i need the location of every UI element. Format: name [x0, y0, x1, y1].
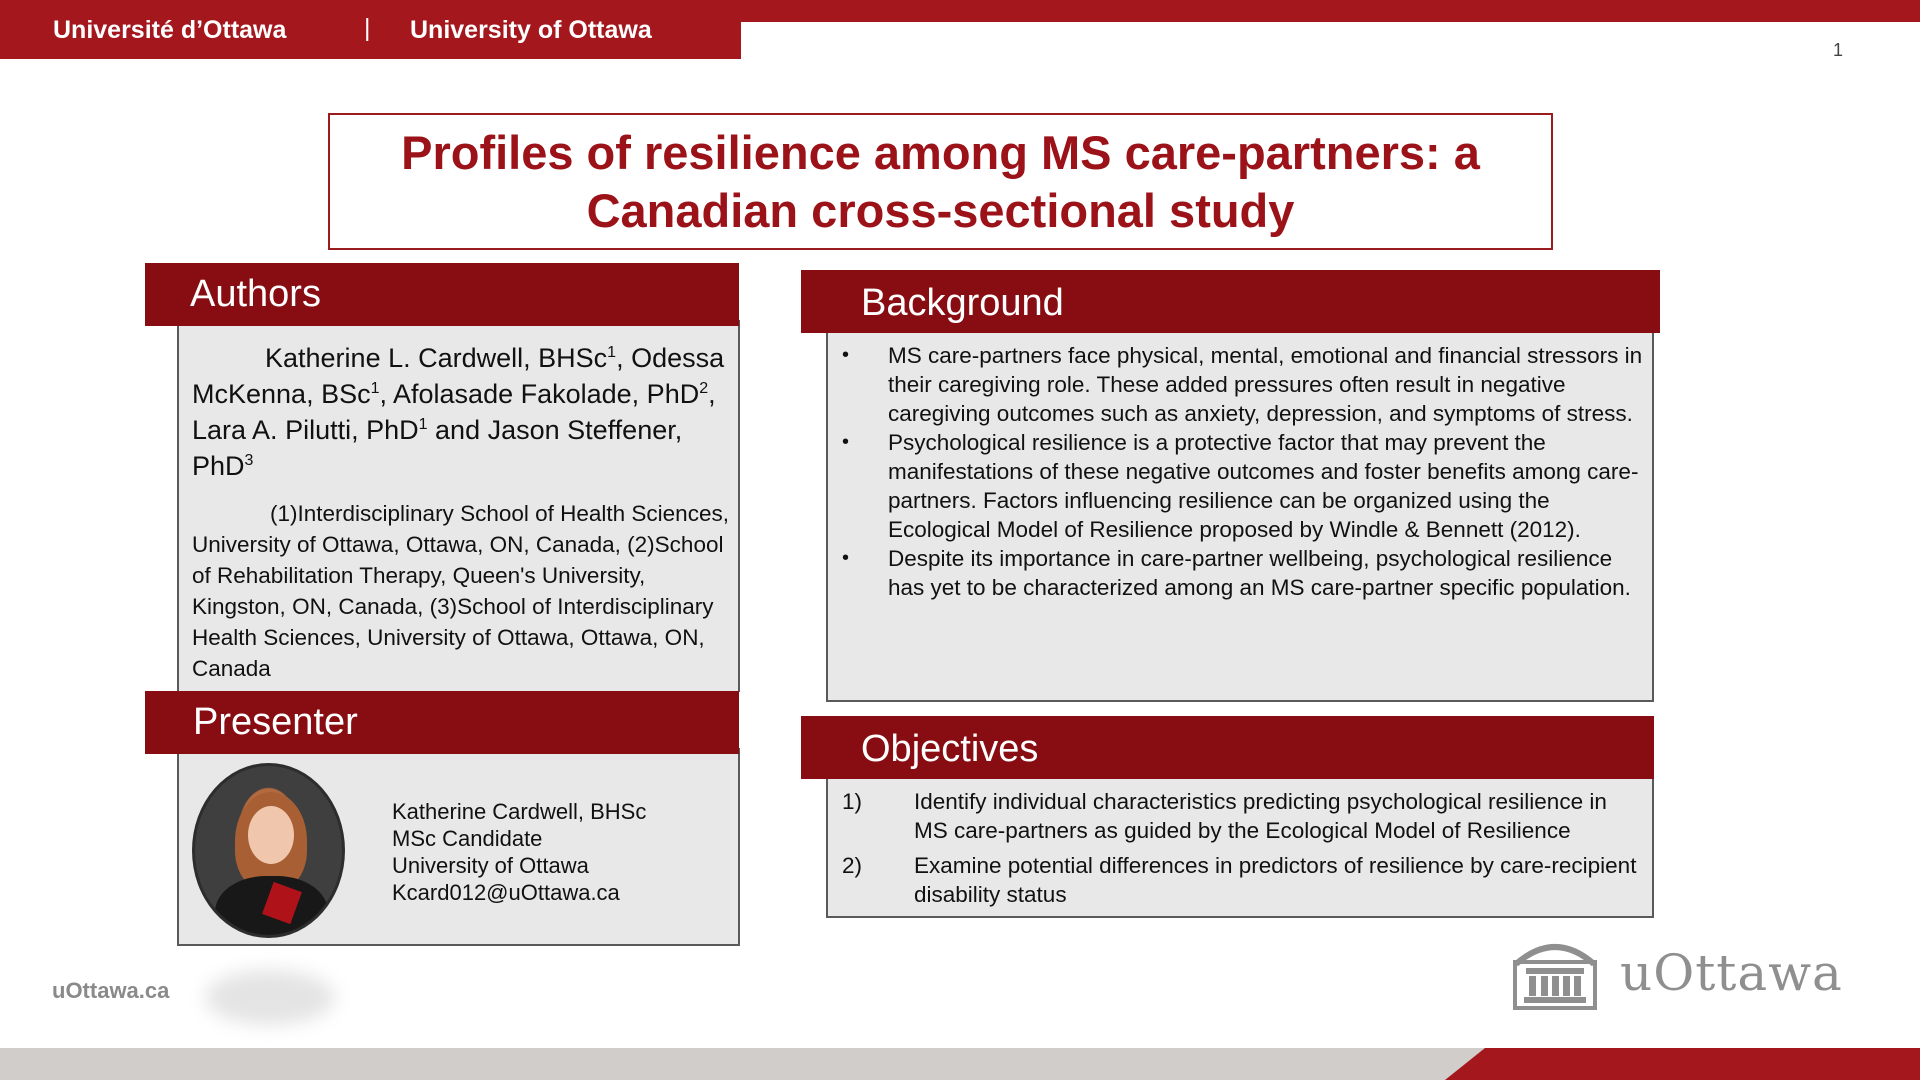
background-panel: [826, 328, 1654, 702]
objectives-panel: [826, 775, 1654, 918]
background-bullet: • Psychological resilience is a protective factor that may prevent the manifestations of these negative outcomes and foster benefits among care-partners. Factors influencing resilience can be organized using the Ecological Model of Resilience proposed by Windle & Bennett (2012).: [828, 428, 1652, 544]
presenter-role: MSc Candidate: [392, 826, 543, 851]
background-bullet: • Despite its importance in care-partner wellbeing, psychological resilience has yet to be characterized among an MS care-partner specific population.: [828, 544, 1652, 602]
brand-separator: |: [364, 14, 371, 42]
author-separator: ,: [379, 379, 394, 409]
blurred-region: [205, 970, 335, 1025]
poster-title: Profiles of resilience among MS care-partners: a Canadian cross-sectional study: [401, 125, 1480, 237]
author-name: Katherine L. Cardwell, BHSc: [265, 343, 608, 373]
presenter-panel: [177, 748, 740, 946]
author-affiliation-number: 1: [607, 344, 617, 361]
footer-url: uOttawa.ca: [52, 978, 170, 1003]
author-name: Lara A. Pilutti, PhD: [192, 415, 419, 445]
objective-text: Identify individual characteristics predicting psychological resilience in MS care-partners as guided by the Ecological Model of Resilience: [914, 789, 1607, 843]
slide-number: 1: [1833, 40, 1844, 60]
presenter-heading: Presenter: [145, 691, 739, 754]
background-bullets: [828, 341, 1652, 602]
author-name: Jason Steffener, PhD: [192, 415, 683, 481]
author-name: Afolasade Fakolade, PhD: [393, 379, 700, 409]
uottawa-logo: [1512, 936, 1872, 1010]
presenter-photo: [192, 763, 345, 938]
authors-panel: [177, 320, 740, 692]
presenter-name: Katherine Cardwell, BHSc: [392, 799, 647, 824]
objective-text: Examine potential differences in predictors of resilience by care-recipient disability status: [914, 853, 1637, 907]
presenter-institution: University of Ottawa: [392, 853, 589, 878]
author-separator: and: [427, 415, 488, 445]
objective-number: 1): [842, 789, 863, 814]
objectives-heading: Objectives: [801, 716, 1654, 779]
background-heading: Background: [801, 270, 1660, 333]
brand-tab: [0, 0, 741, 59]
logo-wordmark: uOttawa: [1620, 944, 1843, 1002]
presenter-info: [392, 798, 646, 906]
brand-french: Université d’Ottawa: [53, 16, 287, 44]
author-name: Odessa McKenna, BSc: [192, 343, 725, 409]
author-separator: ,: [616, 343, 632, 373]
photo-face: [248, 806, 294, 864]
affiliations: (1)Interdisciplinary School of Health Sciences, University of Ottawa, Ottawa, ON, Canada, (2)School of Rehabilitation Therapy, Queen's University, Kingston, ON, Canada, (3)School of Interdisciplinary Health Sciences, University of Ottawa, Ottawa, ON, Canada: [192, 501, 729, 681]
bottom-red-accent: [1445, 1048, 1920, 1080]
author-affiliation-number: 1: [370, 380, 380, 397]
presenter-email: Kcard012@uOttawa.ca: [392, 880, 620, 905]
author-list: [192, 340, 732, 484]
brand-english: University of Ottawa: [410, 16, 652, 44]
objective-number: 2): [842, 853, 863, 878]
title-box: [328, 113, 1553, 250]
background-bullet: • MS care-partners face physical, mental, emotional and financial stressors in their caregiving role. These added pressures often result in negative caregiving outcomes such as anxiety, depression, and symptoms of stress.: [828, 341, 1652, 428]
authors-heading: Authors: [145, 263, 739, 326]
author-affiliation-number: 2: [699, 380, 709, 397]
author-affiliation-number: 1: [418, 416, 428, 433]
author-affiliation-number: 3: [244, 452, 254, 469]
building-icon: [1512, 936, 1598, 1010]
author-separator: ,: [708, 379, 716, 409]
